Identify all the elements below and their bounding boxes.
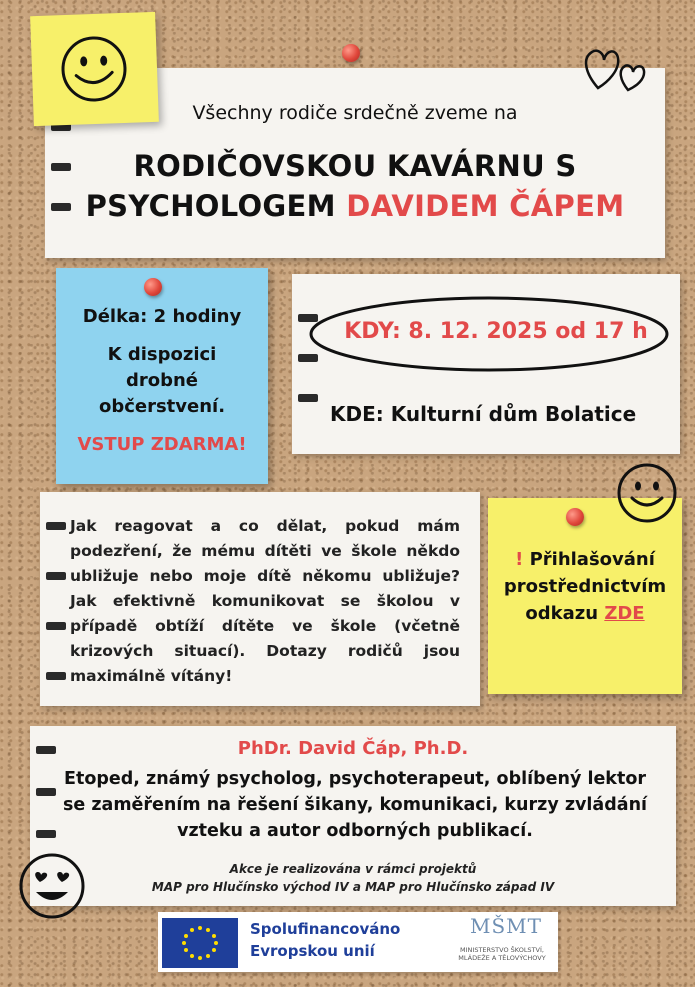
pin-icon <box>566 508 584 526</box>
when-where-card <box>292 274 680 454</box>
description-card <box>40 492 480 706</box>
eu-text-2: Evropskou unií <box>250 942 375 960</box>
project-line-2: MAP pro Hlučínsko východ IV a MAP pro Hlučínsko západ IV <box>151 880 555 894</box>
smiley-icon <box>612 458 682 528</box>
pin-icon <box>342 44 360 62</box>
registration-label: Přihlašování prostřednictvím odkazu <box>503 549 667 624</box>
eu-stars-icon <box>162 918 238 968</box>
speaker-name: PhDr. David Čáp, Ph.D. <box>237 738 469 759</box>
when-text: KDY: 8. 12. 2025 od 17 h <box>344 319 648 344</box>
title-line-1: RODIČOVSKOU KAVÁRNU S <box>133 149 577 183</box>
pin-icon <box>144 278 162 296</box>
title-line-2 <box>45 186 665 226</box>
description-text: Jak reagovat a co dělat, pokud mám podezření, že mému dítěti ve škole někdo ubližuje nebo moje dítě někomu ubližuje? Jak efektivně komunikovat se školou v případě obtíží dítěte ve škole (včetně krizových situací). Dotazy rodičů jsou maximálně vítány! <box>70 517 460 685</box>
info-note <box>56 268 268 484</box>
project-line-1: Akce je realizována v rámci projektů <box>229 862 477 876</box>
footer-logos <box>158 912 558 972</box>
eu-text-1: Spolufinancováno <box>250 920 401 938</box>
duration-text: Délka: 2 hodiny <box>82 306 242 327</box>
hearts-icon <box>580 28 650 98</box>
exclaim-mark: ! <box>515 549 524 570</box>
eu-flag <box>162 918 238 968</box>
registration-text <box>490 546 680 627</box>
refreshments-text: K dispozici drobné občerstvení. <box>98 344 226 417</box>
title-line-2-a: PSYCHOLOGEM <box>85 189 347 223</box>
heart-eyes-smiley-icon <box>14 848 90 924</box>
ministry-text: MINISTERSTVO ŠKOLSTVÍ, MLÁDEŽE A TĚLOVÝCHOVY <box>458 946 546 962</box>
invite-text: Všechny rodiče srdečně zveme na <box>192 102 518 124</box>
sticky-note-smiley <box>30 12 159 126</box>
msmt-logo: MŠMT <box>470 914 542 938</box>
title-line-2-b: DAVIDEM ČÁPEM <box>346 189 625 223</box>
registration-link[interactable]: ZDE <box>604 603 645 624</box>
free-entry-text: VSTUP ZDARMA! <box>77 434 247 455</box>
speaker-bio: Etoped, známý psycholog, psychoterapeut, oblíbený lektor se zaměřením na řešení šikany, komunikaci, kurzy zvládání vzteku a autor odborných publikací. <box>62 769 648 841</box>
where-text: KDE: Kulturní dům Bolatice <box>330 402 637 426</box>
event-title <box>45 146 665 226</box>
smiley-icon <box>53 28 136 111</box>
speaker-card <box>30 726 676 906</box>
